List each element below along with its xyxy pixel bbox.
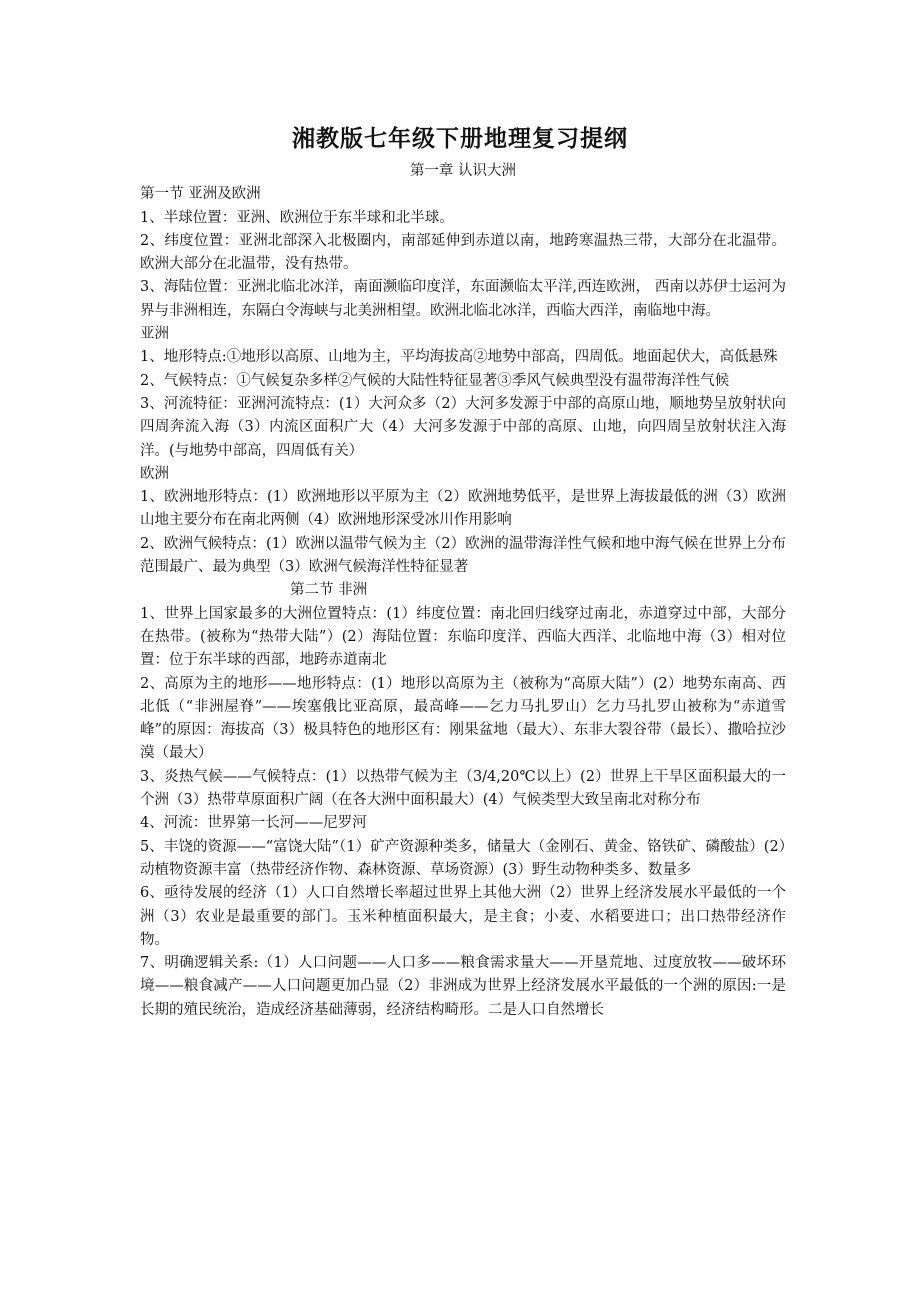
paragraph: 2、气候特点：①气候复杂多样②气候的大陆性特征显著③季风气候典型没有温带海洋性气候 [140, 372, 730, 389]
section1-heading: 第一节 亚洲及欧洲 [140, 186, 261, 203]
paragraph: 1、地形特点:①地形以高原、山地为主，平均海拔高②地势中部高，四周低。地面起伏大，高低悬殊 [140, 349, 778, 366]
section2-heading: 第二节 非洲 [290, 582, 368, 599]
europe-heading: 欧洲 [140, 465, 169, 482]
paragraph: 3、河流特征：亚洲河流特点：(1）大河众多（2）大河多发源于中部的高原山地，顺地势呈放射状向四周奔流入海（3）内流区面积广大（4）大河多发源于中部的高原、山地，向四周呈放射状注入海洋。(与地势中部高，四周低有关） [140, 395, 786, 459]
asia-heading: 亚洲 [140, 326, 169, 343]
paragraph: 1、欧洲地形特点：(1）欧洲地形以平原为主（2）欧洲地势低平，是世界上海拔最低的洲（3）欧洲山地主要分布在南北两侧（4）欧洲地形深受冰川作用影响 [140, 489, 786, 529]
document-title: 湘教版七年级下册地理复习提纲 [292, 126, 628, 152]
paragraph: 2、欧洲气候特点：(1）欧洲以温带气候为主（2）欧洲的温带海洋性气候和地中海气候在世界上分布范围最广、最为典型（3）欧洲气候海洋性特征显著 [140, 535, 786, 576]
paragraph: 4、河流：世界第一长河——尼罗河 [140, 815, 367, 832]
paragraph: 2、纬度位置：亚洲北部深入北极圈内，南部延伸到赤道以南，地跨寒温热三带，大部分在北温带。欧洲大部分在北温带，没有热带。 [140, 232, 786, 273]
document-body [140, 160, 786, 1022]
paragraph: 2、高原为主的地形——地形特点：(1）地形以高原为主（被称为“高原大陆”）(2）地势东南高、西北低（“非洲屋脊”——埃塞俄比亚高原，最高峰——乞力马扎罗山）乞力马扎罗山被称为“赤道雪峰”的原因：海拔高（3）极具特色的地形区有：刚果盆地（最大）、东非大裂谷带（最长）、撒哈拉沙漠（最大） [140, 675, 786, 762]
paragraph: 7、明确逻辑关系:（1）人口问题——人口多——粮食需求量大——开垦荒地、过度放牧——破坏环境——粮食减产——人口问题更加凸显（2）非洲成为世界上经济发展水平最低的一个洲的原因:一是长期的殖民统治，造成经济基础薄弱，经济结构畸形。二是人口自然增长 [140, 955, 786, 1018]
paragraph: 1、世界上国家最多的大洲位置特点：(1）纬度位置：南北回归线穿过南北，赤道穿过中部，大部分在热带。(被称为“热带大陆”）(2）海陆位置：东临印度洋、西临大西洋、北临地中海（3）相对位置：位于东半球的西部，地跨赤道南北 [140, 605, 786, 669]
paragraph: 3、炎热气候——气候特点：(1）以热带气候为主（3/4,20℃以上）(2）世界上干旱区面积最大的一个洲（3）热带草原面积广阔（在各大洲中面积最大）(4）气候类型大致呈南北对称分布 [140, 768, 786, 809]
chapter-heading: 第一章 认识大洲 [409, 163, 517, 179]
paragraph: 6、亟待发展的经济（1）人口自然增长率超过世界上其他大洲（2）世界上经济发展水平最低的一个洲（3）农业是最重要的部门。玉米种植面积最大，是主食；小麦、水稻要进口；出口热带经济作物。 [140, 885, 786, 948]
paragraph: 1、半球位置：亚洲、欧洲位于东半球和北半球。 [140, 209, 454, 226]
paragraph: 5、丰饶的资源——“富饶大陆”（1）矿产资源种类多，储量大（金刚石、黄金、铬铁矿、磷酸盐）(2）动植物资源丰富（热带经济作物、森林资源、草场资源）(3）野生动物种类多、数量多 [140, 838, 786, 878]
paragraph: 3、海陆位置：亚洲北临北冰洋，南面濒临印度洋，东面濒临太平洋,西连欧洲， 西南以苏伊士运河为界与非洲相连，东隔白令海峡与北美洲相望。欧洲北临北冰洋，西临大西洋，南临地中海。 [140, 279, 786, 319]
